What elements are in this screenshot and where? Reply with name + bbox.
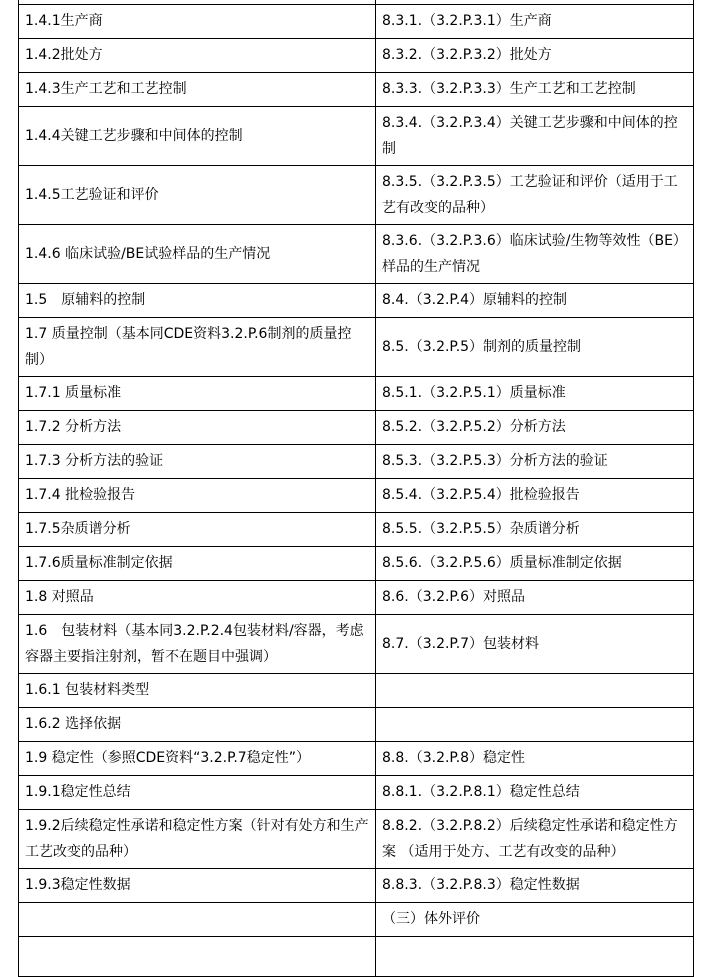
right-section-cell xyxy=(376,936,694,976)
table-row xyxy=(19,902,694,936)
right-section-cell: （三）体外评价 xyxy=(376,902,694,936)
left-section-cell xyxy=(19,936,376,976)
table-row xyxy=(19,4,694,38)
left-section-cell: 1.5 原辅料的控制 xyxy=(19,283,376,317)
left-section-cell: 1.6.1 包装材料类型 xyxy=(19,673,376,707)
right-section-cell: 8.3.3.（3.2.P.3.3）生产工艺和工艺控制 xyxy=(376,72,694,106)
left-section-cell: 1.7.3 分析方法的验证 xyxy=(19,444,376,478)
left-section-cell: 1.9 稳定性（参照CDE资料“3.2.P.7稳定性”） xyxy=(19,741,376,775)
left-section-cell: 1.4.5工艺验证和评价 xyxy=(19,165,376,224)
left-section-cell: 1.7.6质量标准制定依据 xyxy=(19,546,376,580)
table-row xyxy=(19,376,694,410)
right-section-cell: 8.5.6.（3.2.P.5.6）质量标准制定依据 xyxy=(376,546,694,580)
right-section-cell: 8.5.4.（3.2.P.5.4）批检验报告 xyxy=(376,478,694,512)
table-row xyxy=(19,775,694,809)
left-section-cell: 1.9.3稳定性数据 xyxy=(19,868,376,902)
left-section-cell: 1.6.2 选择依据 xyxy=(19,707,376,741)
table-row xyxy=(19,72,694,106)
left-section-cell: 1.4.3生产工艺和工艺控制 xyxy=(19,72,376,106)
left-section-cell: 1.7.4 批检验报告 xyxy=(19,478,376,512)
left-section-cell xyxy=(19,902,376,936)
table-row xyxy=(19,410,694,444)
right-section-cell: 8.5.5.（3.2.P.5.5）杂质谱分析 xyxy=(376,512,694,546)
right-section-cell: 8.6.（3.2.P.6）对照品 xyxy=(376,580,694,614)
left-section-cell: 1.7.5杂质谱分析 xyxy=(19,512,376,546)
table-row xyxy=(19,444,694,478)
right-section-cell: 8.8.（3.2.P.8）稳定性 xyxy=(376,741,694,775)
table-body xyxy=(19,0,694,976)
table-row xyxy=(19,707,694,741)
right-section-cell: 8.3.4.（3.2.P.3.4）关键工艺步骤和中间体的控制 xyxy=(376,106,694,165)
right-section-cell: 8.8.2.（3.2.P.8.2）后续稳定性承诺和稳定性方案 （适用于处方、工艺有改变的品种） xyxy=(376,809,694,868)
left-section-cell: 1.4.1生产商 xyxy=(19,4,376,38)
table-row xyxy=(19,546,694,580)
table-row xyxy=(19,317,694,376)
right-section-cell: 8.3.1.（3.2.P.3.1）生产商 xyxy=(376,4,694,38)
left-section-cell: 1.4.4关键工艺步骤和中间体的控制 xyxy=(19,106,376,165)
right-section-cell: 8.3.6.（3.2.P.3.6）临床试验/生物等效性（BE）样品的生产情况 xyxy=(376,224,694,283)
left-section-cell: 1.9.2后续稳定性承诺和稳定性方案（针对有处方和生产工艺改变的品种） xyxy=(19,809,376,868)
table-row xyxy=(19,936,694,976)
right-section-cell xyxy=(376,673,694,707)
right-section-cell: 8.4.（3.2.P.4）原辅料的控制 xyxy=(376,283,694,317)
left-section-cell: 1.9.1稳定性总结 xyxy=(19,775,376,809)
table-row xyxy=(19,283,694,317)
right-section-cell: 8.5.（3.2.P.5）制剂的质量控制 xyxy=(376,317,694,376)
left-section-cell: 1.7.2 分析方法 xyxy=(19,410,376,444)
table-row xyxy=(19,512,694,546)
right-section-cell xyxy=(376,707,694,741)
left-section-cell: 1.7 质量控制（基本同CDE资料3.2.P.6制剂的质量控制） xyxy=(19,317,376,376)
right-section-cell: 8.3.5.（3.2.P.3.5）工艺验证和评价（适用于工艺有改变的品种） xyxy=(376,165,694,224)
right-section-cell: 8.5.1.（3.2.P.5.1）质量标准 xyxy=(376,376,694,410)
left-section-cell: 1.4.2批处方 xyxy=(19,38,376,72)
right-section-cell: 8.8.3.（3.2.P.8.3）稳定性数据 xyxy=(376,868,694,902)
table-row xyxy=(19,868,694,902)
right-section-cell: 8.7.（3.2.P.7）包装材料 xyxy=(376,614,694,673)
table-row xyxy=(19,165,694,224)
table-row xyxy=(19,673,694,707)
left-section-cell: 1.6 包装材料（基本同3.2.P.2.4包装材料/容器，考虑容器主要指注射剂，暂不在题目中强调） xyxy=(19,614,376,673)
right-section-cell: 8.3.2.（3.2.P.3.2）批处方 xyxy=(376,38,694,72)
right-section-cell: 8.8.1.（3.2.P.8.1）稳定性总结 xyxy=(376,775,694,809)
table-row xyxy=(19,224,694,283)
right-section-cell: 8.5.3.（3.2.P.5.3）分析方法的验证 xyxy=(376,444,694,478)
left-section-cell: 1.8 对照品 xyxy=(19,580,376,614)
table-row xyxy=(19,614,694,673)
table-row xyxy=(19,106,694,165)
ctd-section-mapping-table xyxy=(18,0,694,977)
table-row xyxy=(19,580,694,614)
table-row xyxy=(19,741,694,775)
table-row xyxy=(19,809,694,868)
right-section-cell: 8.5.2.（3.2.P.5.2）分析方法 xyxy=(376,410,694,444)
left-section-cell: 1.7.1 质量标准 xyxy=(19,376,376,410)
table-row xyxy=(19,38,694,72)
left-section-cell: 1.4.6 临床试验/BE试验样品的生产情况 xyxy=(19,224,376,283)
table-row xyxy=(19,478,694,512)
